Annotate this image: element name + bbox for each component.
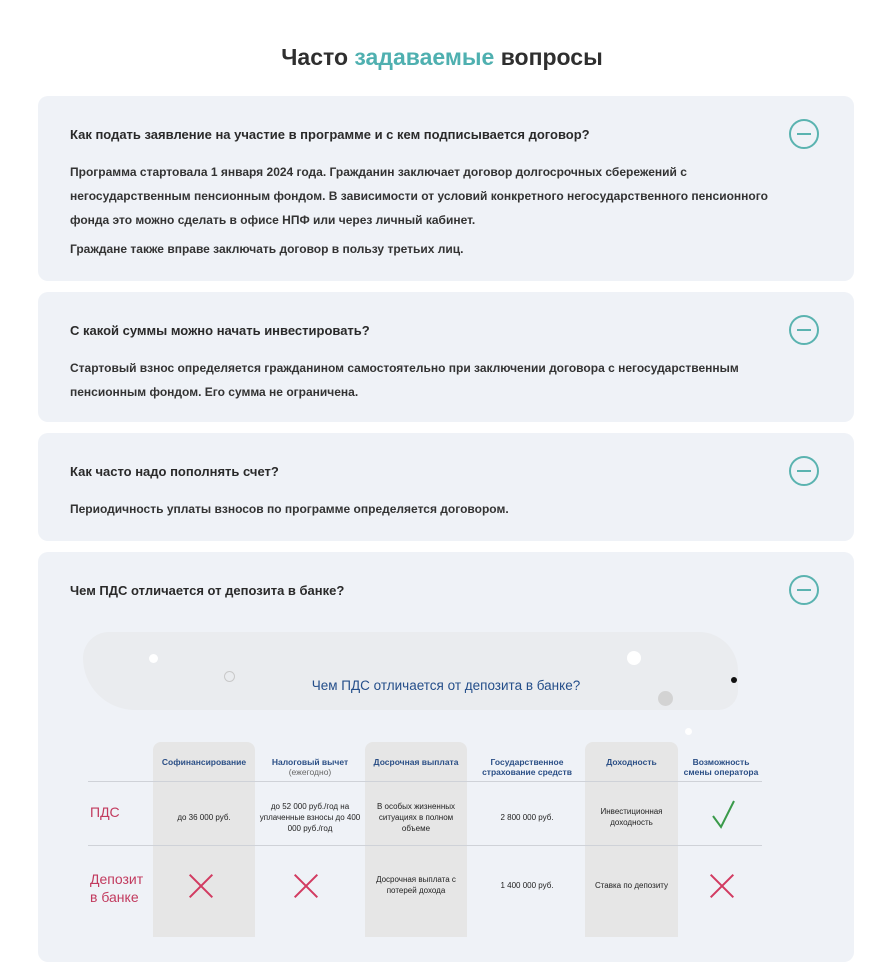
title-part-1: Часто (281, 44, 349, 70)
collapse-toggle-2[interactable] (789, 315, 819, 345)
cell-deposit-early-payout: Досрочная выплата с потерей дохода (376, 875, 456, 895)
collapse-toggle-3[interactable] (789, 456, 819, 486)
column-header-tax-deduction: Налоговый вычет (ежегодно) (271, 757, 349, 777)
cell-pds-cofinancing: до 36 000 руб. (177, 813, 231, 822)
cell-pds-early-payout: В особых жизненных ситуациях в полном объеме (376, 802, 456, 833)
faq-item-3 (38, 433, 854, 541)
decorative-dot (658, 691, 673, 706)
cell-pds-yield: Инвестиционная доходность (600, 807, 663, 827)
faq-question-2[interactable]: С какой суммы можно начать инвестировать? (70, 323, 370, 338)
column-shade-3 (365, 742, 467, 937)
row-label-pds: ПДС (90, 804, 120, 820)
faq-answer-3: Периодичность уплаты взносов по программе определяется договором. (70, 502, 509, 516)
faq-item-1 (38, 96, 854, 281)
cross-icon (293, 873, 319, 899)
collapse-toggle-1[interactable] (789, 119, 819, 149)
faq-question-3[interactable]: Как часто надо пополнять счет? (70, 464, 279, 479)
collapse-toggle-4[interactable] (789, 575, 819, 605)
table-divider (88, 781, 762, 782)
column-header-state-insurance: Государственное страхование средств (482, 757, 572, 777)
faq-item-4 (38, 552, 854, 962)
cell-pds-insurance: 2 800 000 руб. (500, 813, 554, 822)
faq-answer-1-p2: Граждане также вправе заключать договор в пользу третьих лиц. (70, 242, 464, 256)
decorative-dot (149, 654, 158, 663)
cell-pds-tax-deduction: до 52 000 руб./год на уплаченные взносы до 400 000 руб./год (259, 802, 361, 833)
title-part-3: вопросы (500, 44, 603, 70)
column-header-cofinancing: Софинансирование (161, 757, 247, 767)
decorative-dot (685, 728, 692, 735)
cross-icon (709, 873, 735, 899)
column-header-operator-change: Возможность смены оператора (683, 757, 759, 777)
cell-deposit-yield: Ставка по депозиту (594, 881, 669, 890)
title-accent: задаваемые (354, 44, 495, 70)
column-header-early-payout: Досрочная выплата (373, 757, 459, 767)
faq-item-2 (38, 292, 854, 422)
check-icon (710, 798, 736, 830)
column-header-yield: Доходность (606, 757, 657, 767)
cross-icon (188, 873, 214, 899)
decorative-dot (627, 651, 641, 665)
cell-deposit-insurance: 1 400 000 руб. (500, 881, 554, 890)
table-divider (88, 845, 762, 846)
page-title (0, 44, 884, 71)
faq-answer-1-p1: Программа стартовала 1 января 2024 года. Гражданин заключает договор долгосрочных сбережений с негосударственным пенсионным фондом. В зависимости от условий конкретного негосударственного пенсионного фонда это можно сделать в офисе НПФ или через личный кабинет. (70, 165, 768, 227)
faq-question-4[interactable]: Чем ПДС отличается от депозита в банке? (70, 583, 345, 598)
row-label-deposit: Депозит в банке (90, 871, 144, 905)
comparison-title: Чем ПДС отличается от депозита в банке? (311, 678, 581, 693)
decorative-cloud (83, 632, 738, 710)
column-shade-5 (585, 742, 678, 937)
faq-question-1[interactable]: Как подать заявление на участие в программе и с кем подписывается договор? (70, 127, 590, 142)
column-shade-1 (153, 742, 255, 937)
faq-answer-2: Стартовый взнос определяется гражданином самостоятельно при заключении договора с негосударственным пенсионным фондом. Его сумма не ограничена. (70, 361, 739, 399)
